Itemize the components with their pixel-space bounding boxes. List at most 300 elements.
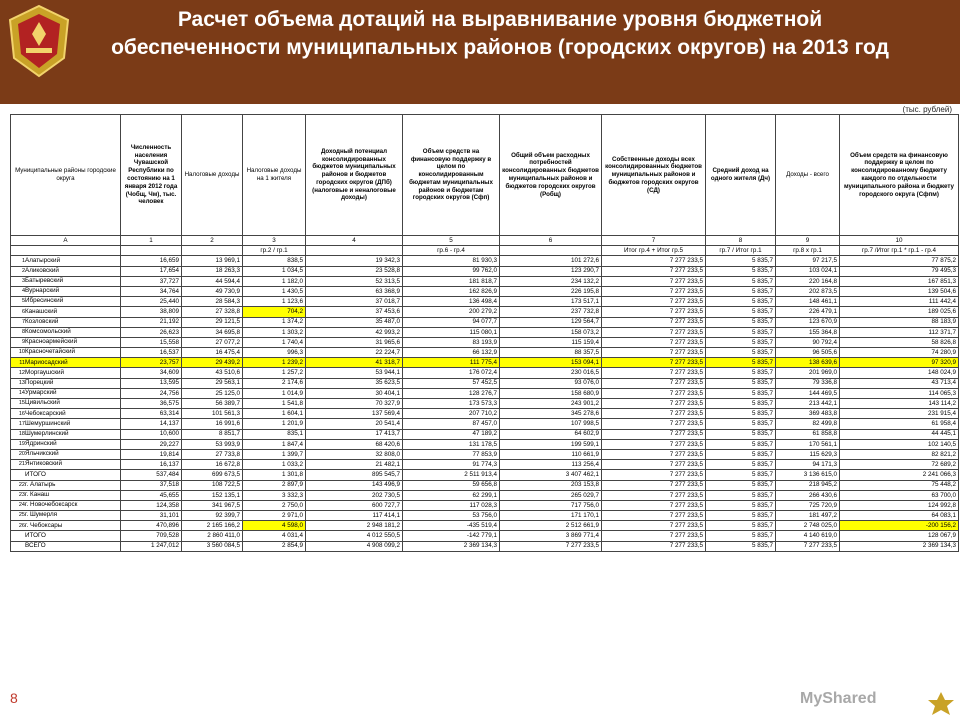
value-cell: 112 371,7 bbox=[840, 327, 959, 337]
row-number: 9 bbox=[21, 339, 25, 346]
formula-cell: гр.2 / гр.1 bbox=[243, 246, 306, 256]
district-name: г. Шумерля bbox=[25, 511, 58, 519]
value-cell: 4 598,0 bbox=[243, 521, 306, 531]
value-cell: 138 639,6 bbox=[776, 358, 840, 368]
table-row bbox=[11, 429, 959, 439]
row-number: 26 bbox=[18, 522, 25, 529]
table-row bbox=[11, 276, 959, 286]
district-name: Чебоксарский bbox=[25, 409, 66, 417]
value-cell: 75 448,2 bbox=[840, 480, 959, 490]
table-row bbox=[11, 388, 959, 398]
value-cell: 17 413,7 bbox=[306, 429, 403, 439]
value-cell: 123 290,7 bbox=[500, 266, 602, 276]
formula-row bbox=[11, 246, 959, 256]
value-cell: 58 826,8 bbox=[840, 337, 959, 347]
district-name: Красночетайский bbox=[25, 348, 76, 356]
row-number: 15 bbox=[18, 400, 25, 407]
table-row bbox=[11, 327, 959, 337]
value-cell: 110 661,9 bbox=[500, 449, 602, 459]
district-name-cell bbox=[11, 388, 121, 398]
district-name: Цивильский bbox=[25, 399, 60, 407]
value-cell: 27 733,8 bbox=[182, 449, 243, 459]
formula-cell bbox=[121, 246, 182, 256]
value-cell: 61 858,8 bbox=[776, 429, 840, 439]
value-cell: 266 430,6 bbox=[776, 490, 840, 500]
value-cell: 709,528 bbox=[121, 531, 182, 541]
value-cell: 16 672,8 bbox=[182, 460, 243, 470]
value-cell: 5 835,7 bbox=[706, 409, 776, 419]
value-cell: 7 277 233,5 bbox=[602, 307, 706, 317]
value-cell: 704,2 bbox=[243, 307, 306, 317]
value-cell: 2 369 134,3 bbox=[840, 541, 959, 551]
value-cell: 96 505,6 bbox=[776, 348, 840, 358]
value-cell: 199 599,1 bbox=[500, 439, 602, 449]
value-cell: 2 511 913,4 bbox=[403, 470, 500, 480]
value-cell: 102 140,5 bbox=[840, 439, 959, 449]
value-cell: 1 847,4 bbox=[243, 439, 306, 449]
value-cell: 113 256,4 bbox=[500, 460, 602, 470]
value-cell: 124,358 bbox=[121, 500, 182, 510]
value-cell: 37,518 bbox=[121, 480, 182, 490]
value-cell: 123 670,9 bbox=[776, 317, 840, 327]
value-cell: 2 165 166,2 bbox=[182, 521, 243, 531]
value-cell: 97 217,5 bbox=[776, 256, 840, 266]
formula-cell bbox=[182, 246, 243, 256]
value-cell: 19,814 bbox=[121, 449, 182, 459]
value-cell: 16,537 bbox=[121, 348, 182, 358]
row-number: 24 bbox=[18, 502, 25, 509]
value-cell: 77 853,9 bbox=[403, 449, 500, 459]
district-name-cell bbox=[11, 286, 121, 296]
value-cell: 111 442,4 bbox=[840, 297, 959, 307]
row-number: 13 bbox=[18, 379, 25, 386]
value-cell: 213 442,1 bbox=[776, 399, 840, 409]
district-name-cell bbox=[11, 439, 121, 449]
value-cell: 66 132,9 bbox=[403, 348, 500, 358]
value-cell: 153 094,1 bbox=[500, 358, 602, 368]
value-cell: 2 897,9 bbox=[243, 480, 306, 490]
value-cell: 158 680,9 bbox=[500, 388, 602, 398]
value-cell: 128 276,7 bbox=[403, 388, 500, 398]
formula-cell: гр.6 - гр.4 bbox=[403, 246, 500, 256]
value-cell: 7 277 233,5 bbox=[602, 470, 706, 480]
value-cell: 101 561,3 bbox=[182, 409, 243, 419]
row-number: 5 bbox=[21, 298, 25, 305]
table-row bbox=[11, 439, 959, 449]
value-cell: 63 700,0 bbox=[840, 490, 959, 500]
row-number: 22 bbox=[18, 481, 25, 488]
value-cell: 1 541,8 bbox=[243, 399, 306, 409]
value-cell: 139 504,6 bbox=[840, 286, 959, 296]
value-cell: 5 835,7 bbox=[706, 358, 776, 368]
district-name: Урмарский bbox=[25, 389, 57, 397]
value-cell: 53 993,9 bbox=[182, 439, 243, 449]
district-name: Порецкий bbox=[25, 378, 54, 386]
value-cell: 202 873,5 bbox=[776, 286, 840, 296]
index-cell: 6 bbox=[500, 236, 602, 246]
row-number: 18 bbox=[18, 430, 25, 437]
value-cell: 7 277 233,5 bbox=[602, 480, 706, 490]
value-cell: 25 125,0 bbox=[182, 388, 243, 398]
value-cell: 16 475,4 bbox=[182, 348, 243, 358]
value-cell: 74 280,9 bbox=[840, 348, 959, 358]
value-cell: 43 713,4 bbox=[840, 378, 959, 388]
value-cell: 200 279,2 bbox=[403, 307, 500, 317]
value-cell: 1 033,2 bbox=[243, 460, 306, 470]
value-cell: 64 602,9 bbox=[500, 429, 602, 439]
value-cell: 7 277 233,5 bbox=[602, 256, 706, 266]
district-name: Шумерлинский bbox=[25, 429, 69, 437]
district-name: Моргаушский bbox=[25, 368, 65, 376]
col-header-income-potential: Доходный потенциал консолидированных бюджетов муниципальных районов и бюджетов городских округов (ДПб) (налоговые и неналоговые доходы) bbox=[306, 115, 403, 236]
value-cell: 143 114,2 bbox=[840, 399, 959, 409]
district-name: Батыревский bbox=[25, 277, 64, 285]
value-cell: 4 140 619,0 bbox=[776, 531, 840, 541]
value-cell: 1 604,1 bbox=[243, 409, 306, 419]
table-row bbox=[11, 521, 959, 531]
district-name-cell bbox=[11, 297, 121, 307]
district-name-cell bbox=[11, 337, 121, 347]
district-name-cell bbox=[11, 368, 121, 378]
value-cell: 5 835,7 bbox=[706, 531, 776, 541]
table-row bbox=[11, 470, 959, 480]
value-cell: 117 028,3 bbox=[403, 500, 500, 510]
value-cell: 1 399,7 bbox=[243, 449, 306, 459]
value-cell: 5 835,7 bbox=[706, 368, 776, 378]
row-number: 3 bbox=[21, 278, 25, 285]
col-header-support-volume: Объем средств на финансовую поддержку в целом по консолидированным бюджетам муниципальных районов и бюджетам городских округов (Сфп) bbox=[403, 115, 500, 236]
district-name: Вурнарский bbox=[25, 287, 60, 295]
formula-cell bbox=[306, 246, 403, 256]
value-cell: 7 277 233,5 bbox=[602, 276, 706, 286]
value-cell: 5 835,7 bbox=[706, 490, 776, 500]
value-cell: 13,595 bbox=[121, 378, 182, 388]
value-cell: 201 969,0 bbox=[776, 368, 840, 378]
value-cell: 41 318,7 bbox=[306, 358, 403, 368]
value-cell: 91 774,3 bbox=[403, 460, 500, 470]
value-cell: 88 357,5 bbox=[500, 348, 602, 358]
value-cell: 2 174,6 bbox=[243, 378, 306, 388]
index-cell: 3 bbox=[243, 236, 306, 246]
value-cell: 83 193,9 bbox=[403, 337, 500, 347]
value-cell: 2 748 025,0 bbox=[776, 521, 840, 531]
value-cell: 31 965,6 bbox=[306, 337, 403, 347]
subsidy-table bbox=[10, 114, 959, 552]
row-number: 1 bbox=[21, 257, 25, 264]
value-cell: 29 121,5 bbox=[182, 317, 243, 327]
district-name: Комсомольский bbox=[25, 328, 71, 336]
value-cell: 162 826,9 bbox=[403, 286, 500, 296]
value-cell: 170 561,1 bbox=[776, 439, 840, 449]
district-name: Алатырский bbox=[25, 256, 61, 264]
value-cell: 243 901,2 bbox=[500, 399, 602, 409]
value-cell: 5 835,7 bbox=[706, 419, 776, 429]
value-cell: 5 835,7 bbox=[706, 307, 776, 317]
district-name: ИТОГО bbox=[25, 532, 46, 540]
value-cell: 5 835,7 bbox=[706, 429, 776, 439]
value-cell: 1 374,2 bbox=[243, 317, 306, 327]
district-name: Красноармейский bbox=[25, 338, 78, 346]
value-cell: 23 528,8 bbox=[306, 266, 403, 276]
value-cell: 4 031,4 bbox=[243, 531, 306, 541]
index-cell: 4 bbox=[306, 236, 403, 246]
value-cell: 237 732,8 bbox=[500, 307, 602, 317]
value-cell: 15,558 bbox=[121, 337, 182, 347]
table-row bbox=[11, 378, 959, 388]
value-cell: 7 277 233,5 bbox=[602, 348, 706, 358]
row-number: 4 bbox=[21, 288, 25, 295]
district-name-cell bbox=[11, 460, 121, 470]
value-cell: 7 277 233,5 bbox=[602, 317, 706, 327]
value-cell: 5 835,7 bbox=[706, 348, 776, 358]
value-cell: 8 851,7 bbox=[182, 429, 243, 439]
value-cell: 16,659 bbox=[121, 256, 182, 266]
value-cell: 3 136 615,0 bbox=[776, 470, 840, 480]
value-cell: -142 779,1 bbox=[403, 531, 500, 541]
district-name-cell bbox=[11, 358, 121, 368]
value-cell: 77 875,2 bbox=[840, 256, 959, 266]
index-cell: 10 bbox=[840, 236, 959, 246]
value-cell: 5 835,7 bbox=[706, 470, 776, 480]
value-cell: 2 948 181,2 bbox=[306, 521, 403, 531]
value-cell: 207 710,2 bbox=[403, 409, 500, 419]
district-name-cell bbox=[11, 470, 121, 480]
value-cell: 996,3 bbox=[243, 348, 306, 358]
table-row bbox=[11, 286, 959, 296]
value-cell: 231 915,4 bbox=[840, 409, 959, 419]
value-cell: 16 991,6 bbox=[182, 419, 243, 429]
value-cell: 3 560 084,5 bbox=[182, 541, 243, 551]
district-name: Аликовский bbox=[25, 266, 59, 274]
value-cell: 28 584,3 bbox=[182, 297, 243, 307]
value-cell: 3 332,3 bbox=[243, 490, 306, 500]
district-name-cell bbox=[11, 307, 121, 317]
value-cell: 7 277 233,5 bbox=[602, 286, 706, 296]
slide-header bbox=[0, 0, 960, 104]
value-cell: 17,654 bbox=[121, 266, 182, 276]
value-cell: 2 854,9 bbox=[243, 541, 306, 551]
value-cell: 7 277 233,5 bbox=[602, 368, 706, 378]
value-cell: 92 399,7 bbox=[182, 511, 243, 521]
value-cell: 25,440 bbox=[121, 297, 182, 307]
value-cell: 44 594,4 bbox=[182, 276, 243, 286]
value-cell: 2 750,0 bbox=[243, 500, 306, 510]
row-number: 25 bbox=[18, 512, 25, 519]
value-cell: 167 851,3 bbox=[840, 276, 959, 286]
index-cell: 8 bbox=[706, 236, 776, 246]
value-cell: 82 499,8 bbox=[776, 419, 840, 429]
value-cell: -200 156,2 bbox=[840, 521, 959, 531]
value-cell: 68 420,6 bbox=[306, 439, 403, 449]
value-cell: 108 722,5 bbox=[182, 480, 243, 490]
district-name-cell bbox=[11, 500, 121, 510]
value-cell: 5 835,7 bbox=[706, 256, 776, 266]
district-name-cell bbox=[11, 531, 121, 541]
row-number: 12 bbox=[18, 369, 25, 376]
value-cell: 1 034,5 bbox=[243, 266, 306, 276]
district-name: г. Чебоксары bbox=[25, 521, 63, 529]
value-cell: 218 945,2 bbox=[776, 480, 840, 490]
value-cell: 88 183,9 bbox=[840, 317, 959, 327]
value-cell: 3 407 462,1 bbox=[500, 470, 602, 480]
value-cell: 265 029,7 bbox=[500, 490, 602, 500]
district-name-cell bbox=[11, 480, 121, 490]
value-cell: 1 247,012 bbox=[121, 541, 182, 551]
col-header-district: Муниципальные районы городские округа bbox=[11, 115, 121, 236]
row-number: 8 bbox=[21, 329, 25, 336]
units-label: (тыс. рублей) bbox=[902, 105, 952, 114]
value-cell: 1 740,4 bbox=[243, 337, 306, 347]
value-cell: 148 024,9 bbox=[840, 368, 959, 378]
district-name-cell bbox=[11, 541, 121, 551]
table-row bbox=[11, 480, 959, 490]
value-cell: 131 178,5 bbox=[403, 439, 500, 449]
district-name-cell bbox=[11, 327, 121, 337]
value-cell: 94 077,7 bbox=[403, 317, 500, 327]
col-header-support-per-district: Объем средств на финансовую поддержку в целом по консолидированному бюджету каждого по отдельности муниципального района и бюджету городского округа (Сфпм) bbox=[840, 115, 959, 236]
value-cell: 27 077,2 bbox=[182, 337, 243, 347]
value-cell: 7 277 233,5 bbox=[602, 297, 706, 307]
value-cell: 5 835,7 bbox=[706, 439, 776, 449]
value-cell: 181 818,7 bbox=[403, 276, 500, 286]
index-cell: 9 bbox=[776, 236, 840, 246]
district-name-cell bbox=[11, 419, 121, 429]
value-cell: 7 277 233,5 bbox=[602, 409, 706, 419]
value-cell: 202 730,5 bbox=[306, 490, 403, 500]
table-row bbox=[11, 460, 959, 470]
value-cell: 5 835,7 bbox=[706, 521, 776, 531]
district-name: Канашский bbox=[25, 307, 58, 315]
value-cell: 34 695,8 bbox=[182, 327, 243, 337]
value-cell: 13 969,1 bbox=[182, 256, 243, 266]
value-cell: 5 835,7 bbox=[706, 337, 776, 347]
value-cell: 29,227 bbox=[121, 439, 182, 449]
value-cell: 600 727,7 bbox=[306, 500, 403, 510]
value-cell: 3 869 771,4 bbox=[500, 531, 602, 541]
district-name: Мариосадский bbox=[25, 358, 68, 366]
value-cell: 717 756,0 bbox=[500, 500, 602, 510]
value-cell: 47 189,2 bbox=[403, 429, 500, 439]
value-cell: 5 835,7 bbox=[706, 297, 776, 307]
value-cell: 81 930,3 bbox=[403, 256, 500, 266]
value-cell: 90 792,4 bbox=[776, 337, 840, 347]
value-cell: 5 835,7 bbox=[706, 500, 776, 510]
row-number: 10 bbox=[18, 349, 25, 356]
value-cell: 835,1 bbox=[243, 429, 306, 439]
value-cell: 117 414,1 bbox=[306, 511, 403, 521]
page-number: 8 bbox=[10, 690, 18, 706]
value-cell: 7 277 233,5 bbox=[602, 500, 706, 510]
value-cell: 37 018,7 bbox=[306, 297, 403, 307]
table-row bbox=[11, 409, 959, 419]
value-cell: 24,756 bbox=[121, 388, 182, 398]
district-name-cell bbox=[11, 266, 121, 276]
table-row bbox=[11, 500, 959, 510]
value-cell: 124 992,8 bbox=[840, 500, 959, 510]
district-name: ИТОГО bbox=[25, 471, 46, 479]
value-cell: 93 076,0 bbox=[500, 378, 602, 388]
district-name: Шемуршинский bbox=[25, 419, 71, 427]
value-cell: 26,623 bbox=[121, 327, 182, 337]
value-cell: 7 277 233,5 bbox=[602, 439, 706, 449]
row-number: 17 bbox=[18, 420, 25, 427]
value-cell: 137 569,4 bbox=[306, 409, 403, 419]
district-name-cell bbox=[11, 429, 121, 439]
index-cell: 7 bbox=[602, 236, 706, 246]
value-cell: 5 835,7 bbox=[706, 266, 776, 276]
value-cell: 226 479,1 bbox=[776, 307, 840, 317]
value-cell: 30 404,1 bbox=[306, 388, 403, 398]
value-cell: 32 808,0 bbox=[306, 449, 403, 459]
district-name-cell bbox=[11, 490, 121, 500]
value-cell: 136 498,4 bbox=[403, 297, 500, 307]
row-number: 2 bbox=[21, 267, 25, 274]
value-cell: 470,896 bbox=[121, 521, 182, 531]
value-cell: 838,5 bbox=[243, 256, 306, 266]
index-cell: А bbox=[11, 236, 121, 246]
value-cell: 129 564,7 bbox=[500, 317, 602, 327]
value-cell: 115 080,1 bbox=[403, 327, 500, 337]
value-cell: 203 153,8 bbox=[500, 480, 602, 490]
value-cell: 1 182,0 bbox=[243, 276, 306, 286]
formula-cell bbox=[500, 246, 602, 256]
value-cell: 7 277 233,5 bbox=[602, 429, 706, 439]
value-cell: 52 313,5 bbox=[306, 276, 403, 286]
row-number: 20 bbox=[18, 451, 25, 458]
col-header-avg-income: Средний доход на одного жителя (Дч) bbox=[706, 115, 776, 236]
value-cell: 37 453,6 bbox=[306, 307, 403, 317]
index-cell: 5 bbox=[403, 236, 500, 246]
value-cell: 27 328,8 bbox=[182, 307, 243, 317]
value-cell: 18 263,3 bbox=[182, 266, 243, 276]
table-row bbox=[11, 531, 959, 541]
value-cell: 62 299,1 bbox=[403, 490, 500, 500]
chuvash-emblem-icon bbox=[2, 2, 76, 80]
value-cell: 1 430,5 bbox=[243, 286, 306, 296]
value-cell: 111 775,4 bbox=[403, 358, 500, 368]
value-cell: 45,655 bbox=[121, 490, 182, 500]
district-name: Янтиковский bbox=[25, 460, 62, 468]
district-name-cell bbox=[11, 399, 121, 409]
district-name: Яльчикский bbox=[25, 450, 59, 458]
row-number: 23 bbox=[18, 492, 25, 499]
index-cell: 2 bbox=[182, 236, 243, 246]
value-cell: 895 545,7 bbox=[306, 470, 403, 480]
table-row bbox=[11, 348, 959, 358]
value-cell: 82 821,2 bbox=[840, 449, 959, 459]
value-cell: 7 277 233,5 bbox=[602, 449, 706, 459]
value-cell: -435 519,4 bbox=[403, 521, 500, 531]
value-cell: 63,314 bbox=[121, 409, 182, 419]
district-name: г. Канаш bbox=[25, 491, 50, 499]
value-cell: 7 277 233,5 bbox=[602, 378, 706, 388]
formula-cell: Итог гр.4 + Итог гр.5 bbox=[602, 246, 706, 256]
table-header-row bbox=[11, 115, 959, 236]
row-number: 6 bbox=[21, 308, 25, 315]
table-row bbox=[11, 419, 959, 429]
row-number: 19 bbox=[18, 441, 25, 448]
district-name: Ибресинский bbox=[25, 297, 64, 305]
value-cell: 5 835,7 bbox=[706, 378, 776, 388]
value-cell: 29 563,1 bbox=[182, 378, 243, 388]
value-cell: 537,484 bbox=[121, 470, 182, 480]
value-cell: 10,600 bbox=[121, 429, 182, 439]
value-cell: 29 439,2 bbox=[182, 358, 243, 368]
value-cell: 114 065,3 bbox=[840, 388, 959, 398]
value-cell: 226 195,8 bbox=[500, 286, 602, 296]
table-row bbox=[11, 511, 959, 521]
row-number: 14 bbox=[18, 390, 25, 397]
